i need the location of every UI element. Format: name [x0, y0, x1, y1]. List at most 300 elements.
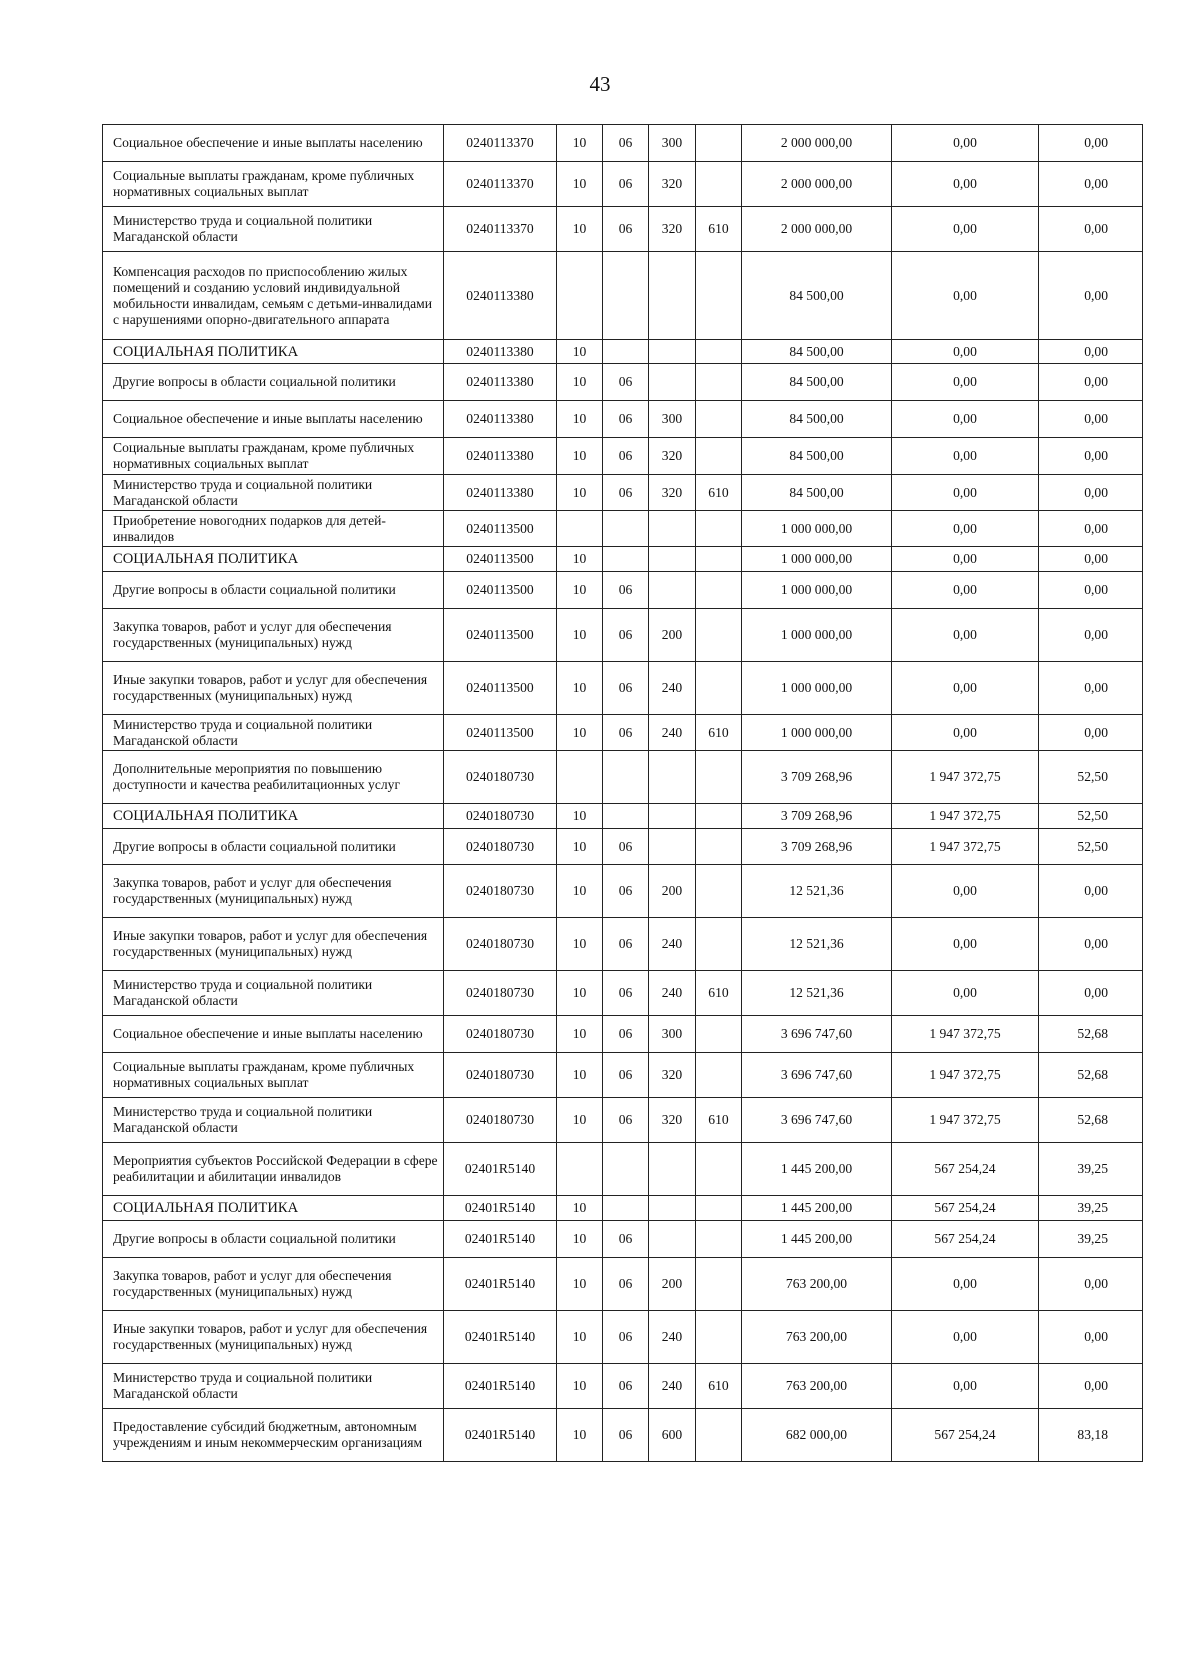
- row-percent: 0,00: [1039, 547, 1143, 572]
- row-code: 0240113500: [444, 547, 557, 572]
- row-section: 10: [557, 207, 603, 252]
- row-admin-code: [696, 572, 742, 609]
- page-number: 43: [589, 72, 611, 96]
- row-percent: 83,18: [1039, 1409, 1143, 1462]
- row-actual-amount: 1 947 372,75: [892, 804, 1039, 829]
- row-code: 02401R5140: [444, 1409, 557, 1462]
- row-name: Предоставление субсидий бюджетным, автономным учреждениям и иным некоммерческим организациям: [103, 1409, 444, 1462]
- row-subsection: 06: [603, 609, 649, 662]
- table-row: [103, 918, 1143, 971]
- row-admin-code: [696, 547, 742, 572]
- row-section: 10: [557, 1053, 603, 1098]
- row-percent: 0,00: [1039, 162, 1143, 207]
- row-code: 0240113370: [444, 162, 557, 207]
- row-code: 0240113370: [444, 207, 557, 252]
- row-code: 0240113500: [444, 662, 557, 715]
- row-expense-type: 240: [649, 918, 696, 971]
- table-row: [103, 547, 1143, 572]
- row-actual-amount: 0,00: [892, 364, 1039, 401]
- row-name: Социальное обеспечение и иные выплаты населению: [103, 1016, 444, 1053]
- row-percent: 39,25: [1039, 1196, 1143, 1221]
- row-expense-type: 240: [649, 715, 696, 751]
- row-percent: 0,00: [1039, 865, 1143, 918]
- row-percent: 0,00: [1039, 475, 1143, 511]
- row-admin-code: [696, 1221, 742, 1258]
- row-admin-code: [696, 918, 742, 971]
- row-plan-amount: 84 500,00: [742, 438, 892, 475]
- row-section: [557, 252, 603, 340]
- row-code: 0240180730: [444, 918, 557, 971]
- row-name: Министерство труда и социальной политики Магаданской области: [103, 971, 444, 1016]
- row-section: 10: [557, 572, 603, 609]
- row-actual-amount: 567 254,24: [892, 1196, 1039, 1221]
- row-subsection: 06: [603, 364, 649, 401]
- row-plan-amount: 763 200,00: [742, 1364, 892, 1409]
- row-subsection: 06: [603, 207, 649, 252]
- row-plan-amount: 1 000 000,00: [742, 609, 892, 662]
- row-percent: 52,50: [1039, 804, 1143, 829]
- row-percent: 0,00: [1039, 252, 1143, 340]
- row-plan-amount: 1 000 000,00: [742, 715, 892, 751]
- row-subsection: 06: [603, 971, 649, 1016]
- table-row: [103, 662, 1143, 715]
- row-expense-type: [649, 572, 696, 609]
- row-percent: 0,00: [1039, 401, 1143, 438]
- row-subsection: 06: [603, 1409, 649, 1462]
- row-subsection: 06: [603, 1098, 649, 1143]
- row-code: 0240113500: [444, 572, 557, 609]
- table-row: [103, 1053, 1143, 1098]
- row-actual-amount: 1 947 372,75: [892, 1016, 1039, 1053]
- row-admin-code: [696, 609, 742, 662]
- row-expense-type: 240: [649, 971, 696, 1016]
- row-subsection: [603, 252, 649, 340]
- row-subsection: 06: [603, 125, 649, 162]
- row-expense-type: [649, 1196, 696, 1221]
- row-expense-type: 300: [649, 401, 696, 438]
- row-section: [557, 751, 603, 804]
- row-admin-code: [696, 364, 742, 401]
- row-expense-type: 240: [649, 1364, 696, 1409]
- row-plan-amount: 12 521,36: [742, 918, 892, 971]
- row-expense-type: 200: [649, 865, 696, 918]
- table-row: [103, 340, 1143, 364]
- row-section: 10: [557, 401, 603, 438]
- row-name: Министерство труда и социальной политики Магаданской области: [103, 1098, 444, 1143]
- row-code: 0240113380: [444, 438, 557, 475]
- row-code: 0240113380: [444, 252, 557, 340]
- row-actual-amount: 0,00: [892, 918, 1039, 971]
- table-row: [103, 438, 1143, 475]
- row-section: 10: [557, 609, 603, 662]
- row-subsection: 06: [603, 829, 649, 865]
- row-name: Министерство труда и социальной политики Магаданской области: [103, 475, 444, 511]
- row-admin-code: 610: [696, 971, 742, 1016]
- row-name: СОЦИАЛЬНАЯ ПОЛИТИКА: [103, 340, 444, 364]
- row-admin-code: [696, 1258, 742, 1311]
- row-section: 10: [557, 340, 603, 364]
- row-subsection: [603, 340, 649, 364]
- row-subsection: 06: [603, 1053, 649, 1098]
- row-actual-amount: 0,00: [892, 252, 1039, 340]
- row-admin-code: [696, 662, 742, 715]
- row-section: [557, 1143, 603, 1196]
- row-name: Закупка товаров, работ и услуг для обеспечения государственных (муниципальных) нужд: [103, 1258, 444, 1311]
- row-expense-type: 320: [649, 1098, 696, 1143]
- row-code: 0240180730: [444, 804, 557, 829]
- row-plan-amount: 1 000 000,00: [742, 511, 892, 547]
- table-row: [103, 125, 1143, 162]
- row-section: 10: [557, 475, 603, 511]
- row-section: 10: [557, 1311, 603, 1364]
- row-plan-amount: 1 000 000,00: [742, 547, 892, 572]
- row-expense-type: 320: [649, 438, 696, 475]
- row-code: 0240113370: [444, 125, 557, 162]
- row-percent: 0,00: [1039, 1311, 1143, 1364]
- row-admin-code: [696, 438, 742, 475]
- row-admin-code: 610: [696, 715, 742, 751]
- row-actual-amount: 0,00: [892, 662, 1039, 715]
- row-actual-amount: 0,00: [892, 207, 1039, 252]
- row-actual-amount: 1 947 372,75: [892, 751, 1039, 804]
- row-name: Другие вопросы в области социальной политики: [103, 364, 444, 401]
- row-name: Закупка товаров, работ и услуг для обеспечения государственных (муниципальных) нужд: [103, 609, 444, 662]
- row-expense-type: 320: [649, 162, 696, 207]
- row-code: 0240180730: [444, 1098, 557, 1143]
- row-plan-amount: 84 500,00: [742, 364, 892, 401]
- row-code: 02401R5140: [444, 1364, 557, 1409]
- row-plan-amount: 1 445 200,00: [742, 1221, 892, 1258]
- table-row: [103, 1409, 1143, 1462]
- row-code: 0240180730: [444, 971, 557, 1016]
- row-actual-amount: 0,00: [892, 572, 1039, 609]
- row-subsection: 06: [603, 1311, 649, 1364]
- table-row: [103, 1196, 1143, 1221]
- row-actual-amount: 0,00: [892, 162, 1039, 207]
- row-admin-code: [696, 340, 742, 364]
- row-actual-amount: 567 254,24: [892, 1221, 1039, 1258]
- row-expense-type: [649, 511, 696, 547]
- row-admin-code: [696, 1311, 742, 1364]
- table-row: [103, 609, 1143, 662]
- row-plan-amount: 682 000,00: [742, 1409, 892, 1462]
- row-subsection: 06: [603, 1258, 649, 1311]
- row-percent: 0,00: [1039, 511, 1143, 547]
- row-actual-amount: 0,00: [892, 1364, 1039, 1409]
- row-section: 10: [557, 865, 603, 918]
- table-row: [103, 865, 1143, 918]
- row-section: 10: [557, 1364, 603, 1409]
- row-percent: 0,00: [1039, 125, 1143, 162]
- table-row: [103, 1311, 1143, 1364]
- row-code: 0240113380: [444, 340, 557, 364]
- row-subsection: [603, 1143, 649, 1196]
- row-subsection: [603, 804, 649, 829]
- table-row: [103, 751, 1143, 804]
- row-percent: 0,00: [1039, 715, 1143, 751]
- row-actual-amount: 0,00: [892, 401, 1039, 438]
- row-expense-type: 240: [649, 1311, 696, 1364]
- row-actual-amount: 567 254,24: [892, 1143, 1039, 1196]
- row-admin-code: [696, 401, 742, 438]
- row-admin-code: [696, 162, 742, 207]
- row-section: 10: [557, 1258, 603, 1311]
- table-body: [103, 125, 1143, 1462]
- row-code: 0240180730: [444, 865, 557, 918]
- row-plan-amount: 763 200,00: [742, 1311, 892, 1364]
- row-code: 02401R5140: [444, 1258, 557, 1311]
- row-percent: 0,00: [1039, 918, 1143, 971]
- row-name: Министерство труда и социальной политики Магаданской области: [103, 715, 444, 751]
- row-section: 10: [557, 1016, 603, 1053]
- row-section: 10: [557, 804, 603, 829]
- table-row: [103, 829, 1143, 865]
- row-plan-amount: 1 445 200,00: [742, 1143, 892, 1196]
- row-plan-amount: 84 500,00: [742, 252, 892, 340]
- row-name: Дополнительные мероприятия по повышению доступности и качества реабилитационных услуг: [103, 751, 444, 804]
- table-row: [103, 1221, 1143, 1258]
- row-actual-amount: 0,00: [892, 971, 1039, 1016]
- row-section: 10: [557, 1098, 603, 1143]
- row-name: Социальное обеспечение и иные выплаты населению: [103, 401, 444, 438]
- row-section: 10: [557, 125, 603, 162]
- row-actual-amount: 0,00: [892, 511, 1039, 547]
- table-row: [103, 1258, 1143, 1311]
- row-actual-amount: 0,00: [892, 1258, 1039, 1311]
- row-expense-type: 320: [649, 1053, 696, 1098]
- row-subsection: 06: [603, 865, 649, 918]
- row-subsection: 06: [603, 1364, 649, 1409]
- table-row: [103, 715, 1143, 751]
- row-name: Другие вопросы в области социальной политики: [103, 1221, 444, 1258]
- row-code: 0240113380: [444, 401, 557, 438]
- row-percent: 52,50: [1039, 751, 1143, 804]
- row-name: Другие вопросы в области социальной политики: [103, 572, 444, 609]
- row-plan-amount: 3 696 747,60: [742, 1053, 892, 1098]
- row-name: Социальное обеспечение и иные выплаты населению: [103, 125, 444, 162]
- row-expense-type: [649, 1221, 696, 1258]
- row-actual-amount: 1 947 372,75: [892, 1098, 1039, 1143]
- row-plan-amount: 84 500,00: [742, 401, 892, 438]
- row-name: Министерство труда и социальной политики Магаданской области: [103, 1364, 444, 1409]
- row-percent: 39,25: [1039, 1221, 1143, 1258]
- row-expense-type: [649, 829, 696, 865]
- row-name: Социальные выплаты гражданам, кроме публичных нормативных социальных выплат: [103, 162, 444, 207]
- row-section: 10: [557, 1196, 603, 1221]
- row-admin-code: [696, 252, 742, 340]
- row-admin-code: [696, 1053, 742, 1098]
- row-expense-type: 200: [649, 609, 696, 662]
- row-admin-code: [696, 125, 742, 162]
- table-row: [103, 971, 1143, 1016]
- row-plan-amount: 763 200,00: [742, 1258, 892, 1311]
- row-percent: 0,00: [1039, 1258, 1143, 1311]
- row-name: Иные закупки товаров, работ и услуг для обеспечения государственных (муниципальных) нужд: [103, 1311, 444, 1364]
- row-percent: 52,68: [1039, 1053, 1143, 1098]
- row-actual-amount: 1 947 372,75: [892, 1053, 1039, 1098]
- row-actual-amount: 0,00: [892, 547, 1039, 572]
- row-plan-amount: 84 500,00: [742, 340, 892, 364]
- row-expense-type: [649, 547, 696, 572]
- row-section: 10: [557, 547, 603, 572]
- table-row: [103, 1364, 1143, 1409]
- row-name: Иные закупки товаров, работ и услуг для обеспечения государственных (муниципальных) нужд: [103, 662, 444, 715]
- row-subsection: [603, 1196, 649, 1221]
- row-plan-amount: 12 521,36: [742, 971, 892, 1016]
- row-admin-code: 610: [696, 1098, 742, 1143]
- row-admin-code: [696, 829, 742, 865]
- row-subsection: [603, 751, 649, 804]
- row-section: 10: [557, 715, 603, 751]
- row-actual-amount: 0,00: [892, 475, 1039, 511]
- row-percent: 39,25: [1039, 1143, 1143, 1196]
- row-subsection: [603, 511, 649, 547]
- row-actual-amount: 0,00: [892, 340, 1039, 364]
- row-plan-amount: 12 521,36: [742, 865, 892, 918]
- table-row: [103, 1098, 1143, 1143]
- row-name: Иные закупки товаров, работ и услуг для обеспечения государственных (муниципальных) нужд: [103, 918, 444, 971]
- row-admin-code: [696, 751, 742, 804]
- row-admin-code: [696, 1143, 742, 1196]
- row-expense-type: [649, 252, 696, 340]
- row-section: 10: [557, 438, 603, 475]
- row-code: 02401R5140: [444, 1143, 557, 1196]
- row-expense-type: [649, 340, 696, 364]
- table-row: [103, 475, 1143, 511]
- row-plan-amount: 1 000 000,00: [742, 572, 892, 609]
- row-code: 0240180730: [444, 1016, 557, 1053]
- row-actual-amount: 0,00: [892, 609, 1039, 662]
- row-percent: 0,00: [1039, 1364, 1143, 1409]
- row-actual-amount: 567 254,24: [892, 1409, 1039, 1462]
- row-subsection: 06: [603, 1016, 649, 1053]
- row-percent: 0,00: [1039, 207, 1143, 252]
- row-expense-type: 200: [649, 1258, 696, 1311]
- row-section: 10: [557, 829, 603, 865]
- row-subsection: [603, 547, 649, 572]
- row-code: 02401R5140: [444, 1311, 557, 1364]
- row-expense-type: 320: [649, 475, 696, 511]
- row-code: 0240113380: [444, 475, 557, 511]
- row-admin-code: [696, 804, 742, 829]
- row-name: СОЦИАЛЬНАЯ ПОЛИТИКА: [103, 547, 444, 572]
- row-plan-amount: 84 500,00: [742, 475, 892, 511]
- row-subsection: 06: [603, 1221, 649, 1258]
- row-percent: 52,68: [1039, 1098, 1143, 1143]
- row-admin-code: 610: [696, 207, 742, 252]
- row-name: СОЦИАЛЬНАЯ ПОЛИТИКА: [103, 1196, 444, 1221]
- row-admin-code: [696, 865, 742, 918]
- row-expense-type: 240: [649, 662, 696, 715]
- table-row: [103, 364, 1143, 401]
- row-plan-amount: 3 709 268,96: [742, 804, 892, 829]
- table-row: [103, 401, 1143, 438]
- row-plan-amount: 3 696 747,60: [742, 1016, 892, 1053]
- row-admin-code: [696, 1409, 742, 1462]
- table-row: [103, 1016, 1143, 1053]
- row-percent: 0,00: [1039, 971, 1143, 1016]
- row-expense-type: 300: [649, 125, 696, 162]
- row-admin-code: [696, 511, 742, 547]
- row-code: 0240180730: [444, 1053, 557, 1098]
- row-admin-code: [696, 1196, 742, 1221]
- row-code: 0240113380: [444, 364, 557, 401]
- row-plan-amount: 3 696 747,60: [742, 1098, 892, 1143]
- row-name: Закупка товаров, работ и услуг для обеспечения государственных (муниципальных) нужд: [103, 865, 444, 918]
- row-admin-code: 610: [696, 475, 742, 511]
- row-name: Мероприятия субъектов Российской Федерации в сфере реабилитации и абилитации инвалидов: [103, 1143, 444, 1196]
- row-actual-amount: 1 947 372,75: [892, 829, 1039, 865]
- row-expense-type: [649, 364, 696, 401]
- row-code: 02401R5140: [444, 1221, 557, 1258]
- row-code: 0240180730: [444, 751, 557, 804]
- row-code: 0240180730: [444, 829, 557, 865]
- table-row: [103, 572, 1143, 609]
- row-subsection: 06: [603, 572, 649, 609]
- row-plan-amount: 1 000 000,00: [742, 662, 892, 715]
- row-actual-amount: 0,00: [892, 715, 1039, 751]
- table-row: [103, 804, 1143, 829]
- row-subsection: 06: [603, 662, 649, 715]
- row-code: 02401R5140: [444, 1196, 557, 1221]
- row-percent: 0,00: [1039, 572, 1143, 609]
- row-subsection: 06: [603, 475, 649, 511]
- row-actual-amount: 0,00: [892, 865, 1039, 918]
- row-subsection: 06: [603, 438, 649, 475]
- row-name: Социальные выплаты гражданам, кроме публичных нормативных социальных выплат: [103, 1053, 444, 1098]
- row-percent: 52,50: [1039, 829, 1143, 865]
- row-section: 10: [557, 918, 603, 971]
- row-subsection: 06: [603, 401, 649, 438]
- row-expense-type: 600: [649, 1409, 696, 1462]
- row-section: [557, 511, 603, 547]
- table-row: [103, 162, 1143, 207]
- row-percent: 0,00: [1039, 438, 1143, 475]
- row-plan-amount: 3 709 268,96: [742, 829, 892, 865]
- row-name: Компенсация расходов по приспособлению жилых помещений и созданию условий индивидуальной мобильности инвалидам, семьям с детьми-инвалидами с нарушениями опорно-двигательного аппарата: [103, 252, 444, 340]
- row-section: 10: [557, 1221, 603, 1258]
- row-expense-type: 300: [649, 1016, 696, 1053]
- row-actual-amount: 0,00: [892, 125, 1039, 162]
- row-percent: 52,68: [1039, 1016, 1143, 1053]
- row-plan-amount: 2 000 000,00: [742, 125, 892, 162]
- table-row: [103, 1143, 1143, 1196]
- row-admin-code: [696, 1016, 742, 1053]
- row-percent: 0,00: [1039, 609, 1143, 662]
- row-name: Приобретение новогодних подарков для детей-инвалидов: [103, 511, 444, 547]
- row-code: 0240113500: [444, 715, 557, 751]
- row-section: 10: [557, 1409, 603, 1462]
- row-name: Социальные выплаты гражданам, кроме публичных нормативных социальных выплат: [103, 438, 444, 475]
- row-expense-type: [649, 804, 696, 829]
- row-plan-amount: 3 709 268,96: [742, 751, 892, 804]
- table-row: [103, 252, 1143, 340]
- row-name: Министерство труда и социальной политики Магаданской области: [103, 207, 444, 252]
- row-actual-amount: 0,00: [892, 438, 1039, 475]
- row-admin-code: 610: [696, 1364, 742, 1409]
- row-actual-amount: 0,00: [892, 1311, 1039, 1364]
- row-subsection: 06: [603, 162, 649, 207]
- row-expense-type: [649, 1143, 696, 1196]
- row-section: 10: [557, 162, 603, 207]
- row-subsection: 06: [603, 715, 649, 751]
- row-subsection: 06: [603, 918, 649, 971]
- row-expense-type: [649, 751, 696, 804]
- row-section: 10: [557, 662, 603, 715]
- table-row: [103, 511, 1143, 547]
- row-percent: 0,00: [1039, 662, 1143, 715]
- row-plan-amount: 1 445 200,00: [742, 1196, 892, 1221]
